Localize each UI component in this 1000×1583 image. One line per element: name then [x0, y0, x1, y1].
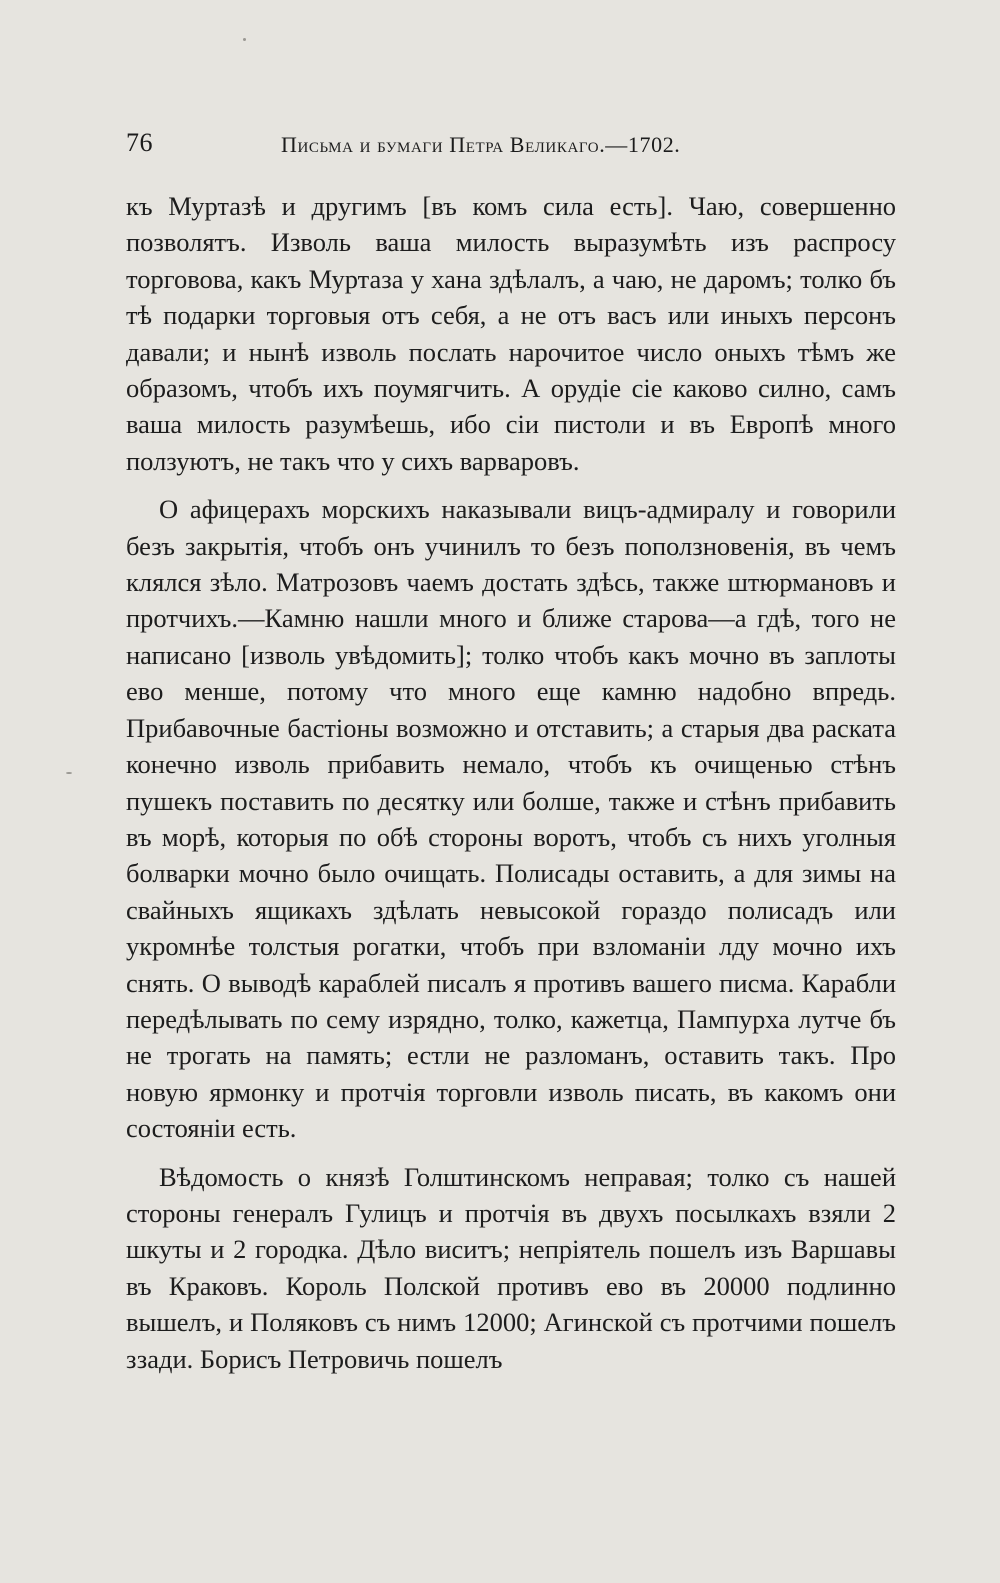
- body-text: [126, 188, 896, 1389]
- page-number: 76: [126, 128, 153, 157]
- paper-speck: [243, 38, 246, 41]
- page-header: [126, 128, 766, 162]
- running-title: Письма и бумаги Петра Великаго.—1702.: [281, 132, 681, 157]
- paragraph: Вѣдомость о князѣ Голштинскомъ неправая; толко съ нашей стороны генералъ Гулицъ и протчія въ двухъ посылкахъ взяли 2 шкуты и 2 городка. Дѣло виситъ; непріятель пошелъ изъ Варшавы въ Краковъ. Король Полской противъ ево въ 20000 подлинно вышелъ, и Поляковъ съ нимъ 12000; Агинской съ протчими пошелъ ззади. Борисъ Петровичь пошелъ: [126, 1161, 896, 1374]
- paragraph: къ Муртазѣ и другимъ [въ комъ сила есть]. Чаю, совершенно позволятъ. Изволь ваша милость выразумѣть изъ распросу торговова, какъ Муртаза у хана здѣлалъ, а чаю, не даромъ; толко бъ тѣ подарки торговыя отъ себя, а не отъ васъ или иныхъ персонъ давали; и нынѣ изволь послать нарочитое число оныхъ тѣмъ же образомъ, чтобъ ихъ поумягчить. А орудіе сіе каково силно, самъ ваша милость разумѣешь, ибо сіи пистоли и въ Европѣ много ползуютъ, не такъ что у сихъ варваровъ.: [126, 191, 896, 476]
- paragraph: О афицерахъ морскихъ наказывали вицъ-адмиралу и говорили безъ закрытія, чтобъ онъ учинилъ то безъ поползновенія, въ чемъ клялся зѣло. Матрозовъ чаемъ достать здѣсь, также штюрмановъ и протчихъ.—Камню нашли много и ближе старова—а гдѣ, того не написано [изволь увѣдомить]; толко чтобъ какъ мочно въ заплоты ево менше, потому что много еще камню надобно впредь. Прибавочные бастіоны возможно и отставить; а старыя два раската конечно изволь прибавить немало, чтобъ къ очищенью стѣнъ пушекъ поставить по десятку или болше, также и стѣнъ прибавить въ морѣ, которыя по обѣ стороны воротъ, чтобъ съ нихъ уголныя болварки мочно было очищать. Полисады оставить, а для зимы на свайныхъ ящикахъ здѣлать невысокой гораздо полисадъ или укромнѣе толстыя рогатки, чтобъ при взломаніи лду мочно ихъ снять. О выводѣ караблей писалъ я противъ вашего писма. Карабли передѣлывать по сему изрядно, толко, кажетца, Пампурха лутче бъ не трогать на память; естли не разломанъ, оставить такъ. Про новую ярмонку и протчія торговли изволь писать, въ какомъ они состояніи есть.: [126, 494, 896, 1144]
- paper-speck: [66, 772, 72, 774]
